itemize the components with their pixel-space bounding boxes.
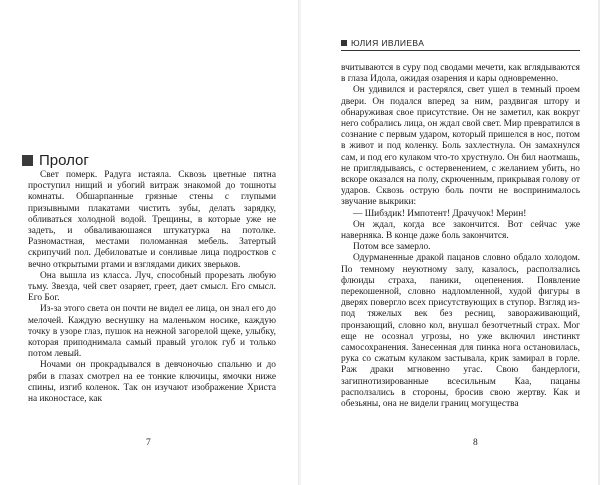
page-number-left: 7: [146, 438, 151, 448]
running-head: [341, 38, 580, 51]
right-page: [301, 0, 600, 485]
paragraph: — Шибздик! Импотент! Драчучок! Мерин!: [353, 208, 527, 219]
paragraph: Из-за этого света он почти не видел ее лица, он знал его до мелочей. Каждую веснушку на маленьком носике, каждую точку в узоре глаз, пушок на нежной загорелой щеке, улыбку, которая приподнимала самый правый уголок губ и только потом левый.: [28, 304, 276, 360]
paragraph: Потом все замерло.: [353, 242, 431, 253]
paragraph: Она вышла из класса. Луч, способный прорезать любую тьму. Звезда, чей свет озаряет, греет, дает смысл. Его смысл. Его Бог.: [28, 270, 276, 304]
chapter-title: Пролог: [39, 152, 89, 169]
paragraph-continued: вчитываются в суру под сводами мечети, как вглядываются в глаза Идола, ожидая озарения и кары одновременно.: [341, 63, 580, 85]
right-body-text: [341, 63, 580, 410]
paragraph: Ночами он прокрадывался в девчоночью спальню и до ряби в глазах смотрел на ее тонкие ключицы, ямочки ниже спины, изгиб коленок. Так он изучают изображение Христа на иконостасе, как: [28, 360, 276, 405]
chapter-heading: [22, 152, 89, 169]
running-head-author: ЮЛИЯ ИВЛИЕВА: [351, 38, 425, 48]
paragraph: Одурманенные дракой пацанов словно обдало холодом. По темному неуютному залу, казалось, расползались флюиды страха, паники, оцепенения. Появление перекошенной, словно надломленной, худой фигуры в дверях повергло всех присутствующих в ступор. Взгляд из-под тяжелых век без ресниц, завораживающий, пронзающий, словно кол, внушал безотчетный страх. Мог еще не осознал угрозы, но уже включил инстинкт самосохранения. Занесенная для пинка нога остановилась, рука со сжатым кулаком застывала, крик замирал в горле. Раж драки мгновенно угас. Свою бандерлоги, загипнотизированные всесильным Каа, пацаны расползались в стороны, бросив свою жертву. Как и обезьяны, она не видели границ могущества: [341, 253, 580, 410]
paragraph: Свет померк. Радуга истаяла. Сквозь цветные пятна проступил нищий и убогий витраж знакомой до тошноты комнаты. Обшарпанные грязные стены с глупыми призывными плакатами чистить зубы, делать зарядку, обливаться холодной водой. Трещины, в которые уже не задеть, и обваливаюшаяся штукатурка на потолке. Разномастная, местами поломанная мебель. Затертый скрипучий пол. Дебиловатые и сонливые лица подростков с вечно открытыми ртами и взглядами диких зверьков.: [28, 170, 276, 270]
running-head-square-icon: [341, 40, 347, 46]
chapter-square-icon: [22, 155, 33, 166]
paragraph: Он удивился и растерялся, свет ушел в темный проем двери. Он подался вперед за ним, раздвигая штору и обнаруживая свое присутствие. Он не заметил, как вокруг него собрались лица, он ждал свой свет. Мир превратился в сознание с первым ударом, который пришелся в нос, потом в живот и под коленку. Боль захлестнула. Он замахнулся сам, и под его кулаком что-то хрустнуло. Он бил наотмашь, не приглядываясь, с остервенением, с желанием убить, но вскоре оказался на полу, скрюченным, прикрывая голову от ударов. Сквозь острую боль почти не воспринималось звучание выкрики:: [341, 85, 580, 208]
page-number-right: 8: [473, 438, 478, 448]
left-body-text: [28, 170, 276, 405]
paragraph: Он ждал, когда все закончится. Вот сейчас уже наверняка. В конце даже боль закончится.: [341, 219, 580, 242]
left-page: [0, 0, 299, 485]
